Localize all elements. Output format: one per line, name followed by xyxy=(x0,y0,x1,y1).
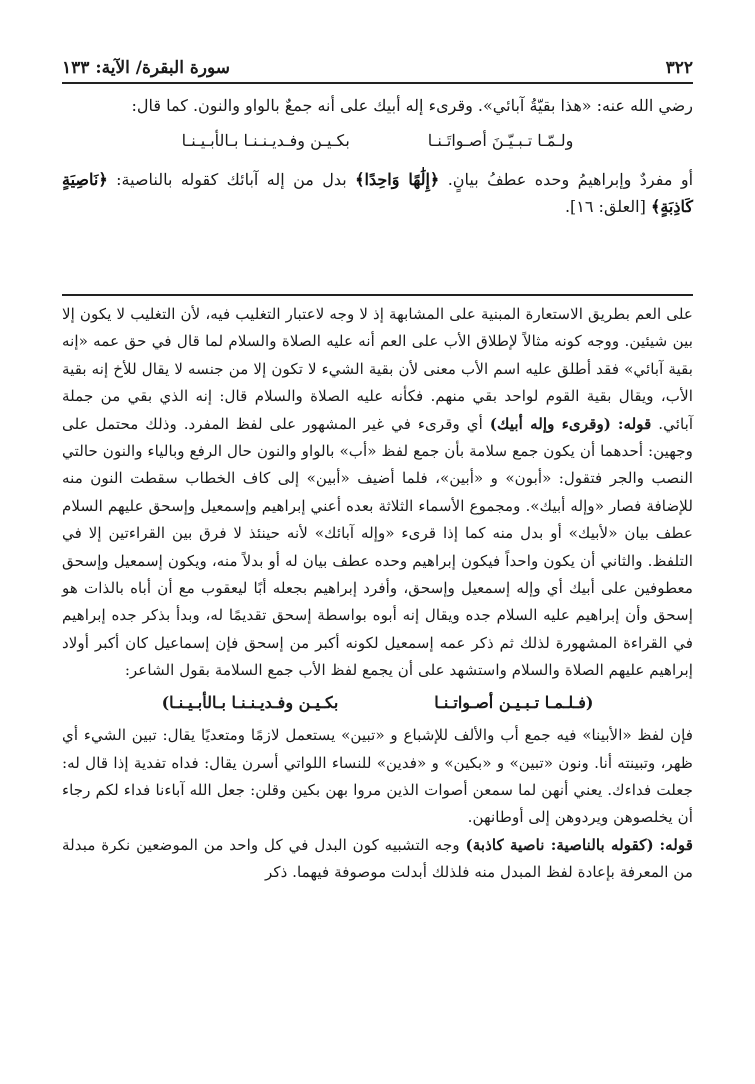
main-paragraph-2 xyxy=(62,166,693,220)
quran-quote-ilah-wahid: ﴿إِلَٰهًا وَاحِدًا﴾ xyxy=(355,170,440,189)
commentary-paragraph-1 xyxy=(62,301,693,685)
qawluh2-quote: (كقوله بالناصية: ناصية كاذبة) xyxy=(465,835,654,854)
verse-right-hemistich: ولـمّـا تـبـيّـنَ أصـواتَـنـا xyxy=(427,131,574,150)
commentary-verse-right: (فـلـمـا تـبـيـن أصـواتـنـا xyxy=(434,692,594,712)
commentary-text xyxy=(62,301,693,887)
qawluh-label: قوله: xyxy=(617,414,652,433)
main-paragraph-2-text-b: بدل من إله آبائك كقوله بالناصية: xyxy=(116,170,347,189)
commentary-paragraph-1-text: على العم بطريق الاستعارة المبنية على المشابهة إذ لا وجه لاعتبار التغليب فيه، لأن التغليب لا يكون إلا بين شيئين. ووجه كونه مثالاً لإطلاق الأب على العم أنه عليه الصلاة والسلام لما قال في حق عمه «إنه بقية آبائي» فقد أطلق عليه اسم الأب معنى لأن بقية الشيء لا تكون إلا من جنسه لا يقال للأخ إنه بقية الأب، ويقال بقية القوم لواحد بقي منهم. فكأنه عليه الصلاة والسلام قال: إنه الذي بقي من جملة آبائي. xyxy=(62,305,694,433)
commentary-paragraph-4-text: وجه التشبيه كون البدل في كل واحد من الموضعين نكرة مبدلة من المعرفة بإعادة لفظ المبدل منه فلذلك أبدلت موصوفة فيهما. ذكر xyxy=(62,835,693,882)
quran-reference: [العلق: ١٦]. xyxy=(564,197,646,216)
commentary-poetry-verse xyxy=(62,689,693,716)
main-poetry-verse xyxy=(62,127,693,154)
quran-quote-nasiya: ﴿نَاصِيَةٍ كَاذِبَةٍ﴾ xyxy=(62,170,693,216)
main-paragraph-1: رضي الله عنه: «هذا بقيّةُ آبائي». وقرىء إله أبيك على أنه جمعٌ بالواو والنون. كما قال: xyxy=(131,96,693,115)
surah-reference: سورة البقرة/ الآية: ١٣٣ xyxy=(62,58,230,78)
main-paragraph-2-text: أو مفردٌ وإبراهيمُ وحده عطفُ بيانٍ. xyxy=(447,170,694,189)
commentary-divider xyxy=(62,294,693,296)
qawluh-quote: (وقرىء وإله أبيك) xyxy=(489,414,611,433)
header-divider xyxy=(62,82,693,84)
main-text xyxy=(62,92,693,220)
page-number: ٣٢٢ xyxy=(665,58,693,78)
commentary-verse-left: بكـيـن وفـديـنـنـا بـالأبـيـنـا) xyxy=(161,692,339,712)
commentary-paragraph-2-text: أي وقرىء في غير المشهور على لفظ المفرد. وذلك محتمل على وجهين: أحدهما أن يكون جمع سلامة بأن جمع لفظ «أب» بالواو والنون حال الرفع وبالياء والنون حالتي النصب والجر فتقول: «أبون» و «أبين»، فلما أضيف «أبين» إلى كاف الخطاب سقطت النون منه للإضافة فصار «وإله أبيك». ومجموع الأسماء الثلاثة بعده أعني إبراهيم وإسمعيل وإسحق عليهم السلام عطف بيان «لأبيك» أو بدل منه كما إذا قرىء «وإله آبائك» لأنه حينئذ لا فرق بين القراءتين إلا في التلفظ. والثاني أن يكون واحداً فيكون إبراهيم وحده عطف بيان له أو بدلاً منه، ويكون إسمعيل وإسحق معطوفين على أبيك أي وإله إسمعيل وإسحق، وأفرد إبراهيم بجعله أبًا ليعقوب مع أن أباه بالذات هو إسحق وأن إبراهيم عليه السلام جده ويقال إنه أبوه بواسطة إسحق تقديمًا له، وبدأ بذكر جده إبراهيم في القراءة المشهورة لذلك ثم ذكر عمه إسمعيل لكونه أكبر من إسحق فإن إسماعيل كان أكبر أولاد إبراهيم عليهم الصلاة والسلام واستشهد على أن يجمع لفظ الأب جمع السلامة بقول الشاعر: xyxy=(62,414,693,680)
commentary-paragraph-4 xyxy=(62,832,693,887)
verse-left-hemistich: بكـيـن وفـديـنـنـا بـالأبـيـنـا xyxy=(181,131,350,150)
qawluh2-label: قوله: xyxy=(659,835,694,854)
commentary-paragraph-3: فإن لفظ «الأبينا» فيه جمع أب والألف للإشباع و «تبين» يستعمل لازمًا ومتعديًا يقال: تبين الشيء أي ظهر، وتبينته أنا. ونون «تبين» و «بكين» و «فدين» للنساء اللواتي أسرن يقال: فداه تفدية إذا قال له: جعلت فداءك. يعني أنهن لما سمعن أصوات الذين مروا بهن بكين وقلن: جعل الله آباءنا فداء لكم رجاء أن يخلصوهن ويردوهن إلى أوطانهن. xyxy=(62,726,693,827)
page-header xyxy=(62,38,693,78)
